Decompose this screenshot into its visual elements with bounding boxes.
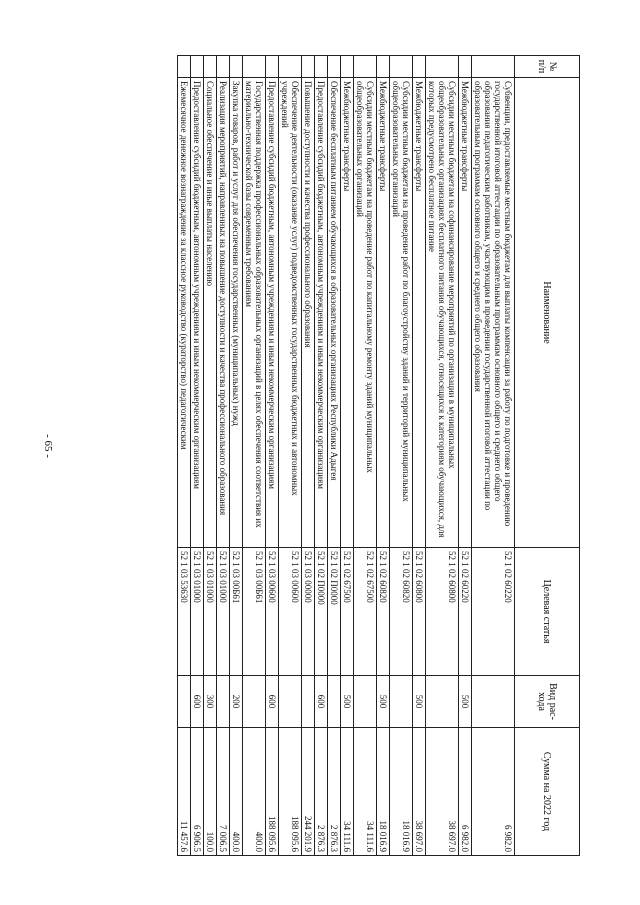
header-vid: Вид рас- хода bbox=[515, 676, 580, 728]
sum-cell: 400.0 bbox=[230, 728, 243, 856]
vid-cell bbox=[178, 676, 191, 728]
table-row bbox=[279, 56, 302, 856]
num-cell bbox=[315, 56, 328, 78]
sum-cell: 188 095.6 bbox=[279, 728, 302, 856]
num-cell bbox=[390, 56, 413, 78]
code-cell: 52 1 03 00000 bbox=[302, 548, 315, 676]
header-code: Целевая статья bbox=[515, 548, 580, 676]
table-row bbox=[230, 56, 243, 856]
name-cell: Межбюджетные трансферты bbox=[377, 78, 390, 548]
table-row bbox=[315, 56, 328, 856]
num-cell bbox=[178, 56, 191, 78]
table-row bbox=[459, 56, 472, 856]
vid-cell bbox=[279, 676, 302, 728]
num-cell bbox=[377, 56, 390, 78]
page-number: - 65 - bbox=[41, 434, 54, 458]
num-cell bbox=[328, 56, 341, 78]
vid-cell: 500 bbox=[413, 676, 426, 728]
code-cell: 52 1 03 53630 bbox=[178, 548, 191, 676]
table-row bbox=[426, 56, 459, 856]
sum-cell: 400.0 bbox=[243, 728, 266, 856]
sum-cell: 6 982.0 bbox=[459, 728, 472, 856]
num-cell bbox=[426, 56, 459, 78]
header-num: № п/п bbox=[515, 56, 580, 78]
vid-cell: 500 bbox=[341, 676, 354, 728]
table-header-row bbox=[515, 56, 580, 856]
vid-cell: 600 bbox=[315, 676, 328, 728]
name-cell: Социальное обеспечение и иные выплаты населению bbox=[204, 78, 217, 548]
rotated-table-wrapper bbox=[80, 55, 580, 855]
budget-table bbox=[177, 55, 580, 856]
num-cell bbox=[204, 56, 217, 78]
table-row bbox=[266, 56, 279, 856]
header-sum: Сумма на 2022 год bbox=[515, 728, 580, 856]
sum-cell: 34 111.6 bbox=[354, 728, 377, 856]
sum-cell: 6 982.0 bbox=[472, 728, 515, 856]
name-cell: Субвенции, предоставляемые местным бюджетам для выплаты компенсации за работу по подготовке и проведению государственной итоговой аттестации по образовательным программам основного общего и среднего общего образования педагогическим работникам, участвующим в проведении государственной итоговой аттестации по образовательным программам основного общего и среднего общего образования bbox=[472, 78, 515, 548]
name-cell: Реализация мероприятий, направленных на повышение доступности и качества профессионального образования bbox=[217, 78, 230, 548]
name-cell: Предоставление субсидий бюджетным, автономным учреждениям и иным некоммерческим организациям bbox=[191, 78, 204, 548]
num-cell bbox=[459, 56, 472, 78]
code-cell: 52 1 02 67500 bbox=[354, 548, 377, 676]
vid-cell bbox=[302, 676, 315, 728]
name-cell: Субсидии местным бюджетам на проведение работ по капитальному ремонту зданий муниципальных общеобразовательных организаций bbox=[354, 78, 377, 548]
code-cell: 52 1 03 00Б61 bbox=[243, 548, 266, 676]
sum-cell: 38 697.0 bbox=[413, 728, 426, 856]
code-cell: 52 1 03 01000 bbox=[204, 548, 217, 676]
num-cell bbox=[413, 56, 426, 78]
name-cell: Закупка товаров, работ и услуг для обеспечения государственных (муниципальных) нужд bbox=[230, 78, 243, 548]
code-cell: 52 1 02 60220 bbox=[472, 548, 515, 676]
vid-cell bbox=[472, 676, 515, 728]
header-name: Наименование bbox=[515, 78, 580, 548]
vid-cell: 500 bbox=[459, 676, 472, 728]
name-cell: Повышение доступности и качества профессионального образования bbox=[302, 78, 315, 548]
vid-cell bbox=[390, 676, 413, 728]
table-row bbox=[472, 56, 515, 856]
num-cell bbox=[243, 56, 266, 78]
code-cell: 52 1 02 67500 bbox=[341, 548, 354, 676]
name-cell: Предоставление субсидий бюджетным, автономным учреждениям и иным некоммерческим организациям bbox=[315, 78, 328, 548]
vid-cell: 300 bbox=[204, 676, 217, 728]
sum-cell: 11 457.6 bbox=[178, 728, 191, 856]
num-cell bbox=[266, 56, 279, 78]
table-row bbox=[191, 56, 204, 856]
vid-cell: 600 bbox=[191, 676, 204, 728]
name-cell: Обеспечение бесплатным питанием обучающихся в образовательных организациях Республики Адыгея bbox=[328, 78, 341, 548]
name-cell: Межбюджетные трансферты bbox=[459, 78, 472, 548]
code-cell: 52 1 02 60820 bbox=[390, 548, 413, 676]
table-row bbox=[302, 56, 315, 856]
table-row bbox=[328, 56, 341, 856]
vid-cell bbox=[354, 676, 377, 728]
sum-cell: 34 111.6 bbox=[341, 728, 354, 856]
vid-cell bbox=[243, 676, 266, 728]
vid-cell: 600 bbox=[266, 676, 279, 728]
code-cell: 52 1 02 60800 bbox=[426, 548, 459, 676]
num-cell bbox=[341, 56, 354, 78]
code-cell: 52 1 03 00600 bbox=[279, 548, 302, 676]
table-row bbox=[178, 56, 191, 856]
num-cell bbox=[191, 56, 204, 78]
code-cell: 52 1 03 01000 bbox=[191, 548, 204, 676]
name-cell: Предоставление субсидий бюджетным, автономным учреждениям и иным некоммерческим организациям bbox=[266, 78, 279, 548]
sum-cell: 2 876.3 bbox=[328, 728, 341, 856]
sum-cell: 7 006.5 bbox=[217, 728, 230, 856]
name-cell: Государственная поддержка профессиональных образовательных организаций в целях обеспечения соответствия их материально-технической базы современным требованиям bbox=[243, 78, 266, 548]
table-row bbox=[377, 56, 390, 856]
table-row bbox=[243, 56, 266, 856]
vid-cell: 500 bbox=[377, 676, 390, 728]
name-cell: Обеспечение деятельности (оказание услуг) подведомственных государственных бюджетных и автономных учреждений bbox=[279, 78, 302, 548]
vid-cell bbox=[217, 676, 230, 728]
code-cell: 52 1 03 00600 bbox=[266, 548, 279, 676]
code-cell: 52 1 02 60220 bbox=[459, 548, 472, 676]
name-cell: Субсидии местным бюджетам на софинансирование мероприятий по организации в муниципальных общеобразовательных организациях бесплатного питания обучающихся, относящихся к категориям обучающихся, для которых предусмотрено бесплатное питание bbox=[426, 78, 459, 548]
code-cell: 52 1 03 00Б61 bbox=[230, 548, 243, 676]
sum-cell: 18 016.9 bbox=[377, 728, 390, 856]
table-row bbox=[341, 56, 354, 856]
name-cell: Межбюджетные трансферты bbox=[341, 78, 354, 548]
num-cell bbox=[472, 56, 515, 78]
table-row bbox=[354, 56, 377, 856]
name-cell: Межбюджетные трансферты bbox=[413, 78, 426, 548]
num-cell bbox=[354, 56, 377, 78]
name-cell: Субсидии местным бюджетам на проведение работ по благоустройству зданий и территорий муниципальных общеобразовательных организаций bbox=[390, 78, 413, 548]
num-cell bbox=[230, 56, 243, 78]
table-body bbox=[178, 56, 515, 856]
num-cell bbox=[279, 56, 302, 78]
table-row bbox=[204, 56, 217, 856]
sum-cell: 244 201.9 bbox=[302, 728, 315, 856]
vid-cell bbox=[328, 676, 341, 728]
code-cell: 52 1 03 01000 bbox=[217, 548, 230, 676]
table-row bbox=[390, 56, 413, 856]
table-row bbox=[217, 56, 230, 856]
vid-cell bbox=[426, 676, 459, 728]
sum-cell: 18 016.9 bbox=[390, 728, 413, 856]
code-cell: 52 1 02 60800 bbox=[413, 548, 426, 676]
name-cell: Ежемесячное денежное вознаграждение за классное руководство (кураторство) педагогическим bbox=[178, 78, 191, 548]
code-cell: 52 1 02 60820 bbox=[377, 548, 390, 676]
sum-cell: 2 876.3 bbox=[315, 728, 328, 856]
sum-cell: 38 697.0 bbox=[426, 728, 459, 856]
num-cell bbox=[302, 56, 315, 78]
vid-cell: 200 bbox=[230, 676, 243, 728]
num-cell bbox=[217, 56, 230, 78]
sum-cell: 6 906.5 bbox=[191, 728, 204, 856]
table-row bbox=[413, 56, 426, 856]
sum-cell: 100.0 bbox=[204, 728, 217, 856]
code-cell: 52 1 02 П0000 bbox=[328, 548, 341, 676]
code-cell: 52 1 02 П0000 bbox=[315, 548, 328, 676]
sum-cell: 188 095.6 bbox=[266, 728, 279, 856]
